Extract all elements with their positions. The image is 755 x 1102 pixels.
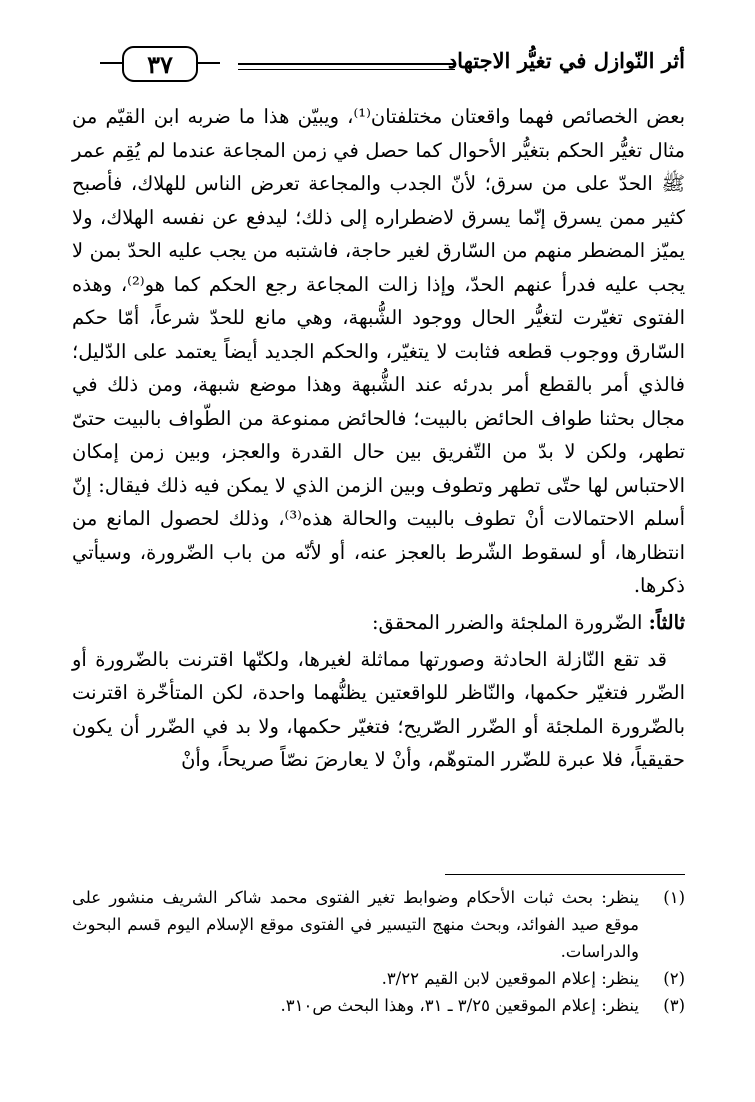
footnote-2 bbox=[72, 965, 685, 992]
running-title: أثر النّوازل في تغيُّر الاجتهاد bbox=[447, 48, 685, 73]
footnote-text: ينظر: إعلام الموقعين لابن القيم ٣/٢٢. bbox=[381, 969, 639, 988]
page-number-box bbox=[100, 46, 220, 80]
page-number-right-rule bbox=[198, 62, 220, 64]
body-paragraph-1: بعض الخصائص فهما واقعتان مختلفتان⁽¹⁾، ويبيّن هذا ما ضربه ابن القيّم من مثال تغيُّر الحكم بتغيُّر الأحوال كما حصل في زمن المجاعة عندما لم يُقِم عمر ﷺ الحدّ على من سرق؛ لأنّ الجدب والمجاعة تعرض الناس للهلاك، فأصبح كثير ممن يسرق إنّما يسرق لاضطراره إلى ذلك؛ ليدفع عن نفسه الهلاك، ولا يميّز المضطر منهم من السّارق لغير حاجة، فاشتبه من يجب عليه الحدّ بمن لا يجب عليه فدرأ عنهم الحدّ، وإذا زالت المجاعة رجع الحكم كما هو⁽²⁾، وهذه الفتوى تغيّرت لتغيُّر الحال ووجود الشُّبهة، وهي مانع للحدّ شرعاً، أمّا حكم السّارق ووجوب قطعه فثابت لا يتغيّر، والحكم الجديد أيضاً يعتمد على الدّليل؛ فالذي أمر بالقطع أمر بدرئه عند الشُّبهة وهذا موضع شبهة، ومن ذلك في مجال بحثنا طواف الحائض بالبيت؛ فالحائض ممنوعة من الطّواف بالبيت حتىّ تطهر، ولكن لا بدّ من التّفريق بين حال القدرة والعجز، وبين زمن إمكان الاحتباس لها حتّى تطهر وتطوف وبين الزمن الذي لا يمكن فيه ذلك فيقال: إنّ أسلم الاحتمالات أنْ تطوف بالبيت والحالة هذه⁽³⁾، وذلك لحصول المانع من انتظارها، أو لسقوط الشّرط بالعجز عنه، أو لأنّه من باب الضّرورة، وسيأتي ذكرها. bbox=[72, 105, 686, 597]
footnote-text: ينظر: بحث ثبات الأحكام وضوابط تغير الفتوى محمد شاكر الشريف منشور على موقع صيد الفوائد، وبحث منهج التيسير في الفتوى موقع الإسلام اليوم قسم البحوث والدراسات. bbox=[72, 888, 639, 961]
section-heading-text: الضّرورة الملجئة والضرر المحقق: bbox=[371, 610, 643, 634]
page-header bbox=[70, 40, 685, 90]
section-heading-label: ثالثاً: bbox=[648, 610, 685, 634]
footnote-number: (٣) bbox=[663, 996, 685, 1015]
footnote-number: (١) bbox=[663, 888, 685, 907]
body-paragraph-2: قد تقع النّازلة الحادثة وصورتها مماثلة لغيرها، ولكنّها اقترنت بالضّرورة أو الضّرر فتغيّر حكمها، والنّاظر للواقعتين يظنُّهما واحدة، لكن المتأخّرة اقترنت بالضّرورة الملجئة أو الضّرر الصّريح؛ فتغيّر حكمها، ولا بد في الضّرر أن يكون حقيقياً، فلا عبرة للضّرر المتوهّم، وأنْ لا يعارضَ نصّاً صريحاً، وأنْ bbox=[72, 647, 685, 771]
section-heading bbox=[72, 603, 685, 643]
footnote-text: ينظر: إعلام الموقعين ٣/٢٥ ـ ٣١، وهذا البحث ص٣١٠. bbox=[280, 996, 639, 1015]
footnote-separator bbox=[445, 874, 685, 875]
footnote-1 bbox=[72, 884, 685, 965]
page-number-left-rule bbox=[100, 62, 122, 64]
footnote-3 bbox=[72, 992, 685, 1019]
main-text bbox=[72, 100, 685, 777]
header-double-rule bbox=[238, 63, 455, 65]
footnote-number: (٢) bbox=[663, 969, 685, 988]
page-number: ٣٧ bbox=[122, 46, 198, 82]
footnotes bbox=[72, 884, 685, 1019]
